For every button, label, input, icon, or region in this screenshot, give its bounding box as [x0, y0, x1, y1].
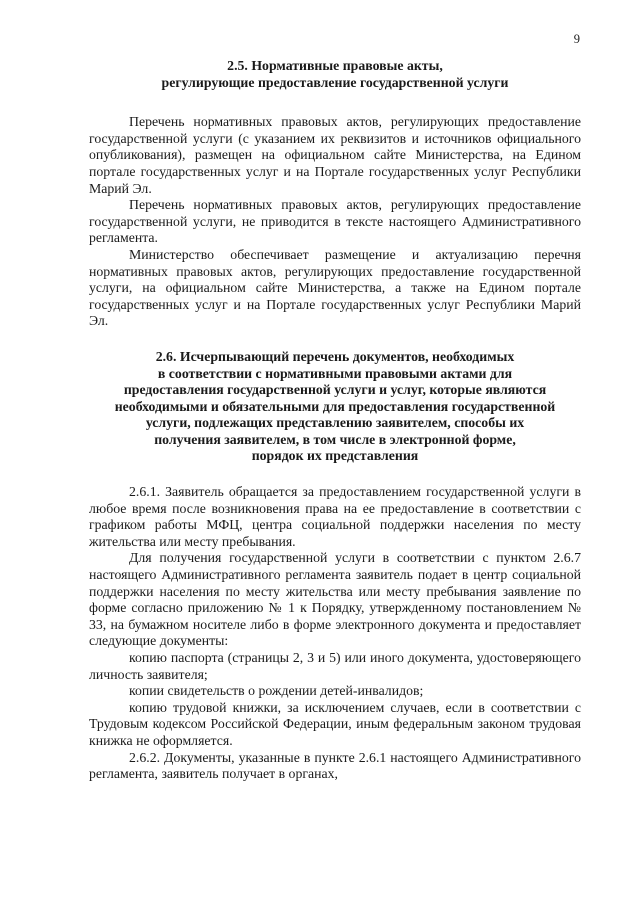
heading-line: 2.5. Нормативные правовые акты, [227, 58, 443, 73]
heading-line: предоставления государственной услуги и услуг, которые являются [123, 382, 547, 398]
paragraph: Перечень нормативных правовых актов, регулирующих предоставление государственной услуги, не приводится в тексте настоящего Административного регламента. [89, 197, 581, 246]
heading-line: получения заявителем, в том числе в электронной форме, [154, 431, 516, 447]
section-2-5-heading [89, 58, 581, 91]
heading-line: услуги, подлежащих представлению заявителем, способы их [145, 415, 525, 431]
heading-line: регулирующие предоставление государственной услуги [161, 74, 509, 90]
heading-line: 2.6. Исчерпывающий перечень документов, необходимых [155, 348, 515, 364]
paragraph: Перечень нормативных правовых актов, регулирующих предоставление государственной услуги (с указанием их реквизитов и источников официального опубликования), размещен на официальном сайте Министерства, на Едином портале государственных услуг и на Портале государственных услуг Республики Марий Эл. [89, 114, 581, 196]
list-item: копию трудовой книжки, за исключением случаев, если в соответствии с Трудовым кодексом Российской Федерации, иным федеральным законом трудовая книжка не оформляется. [89, 699, 581, 748]
document-body [89, 58, 581, 783]
heading-line: порядок их представления [251, 448, 419, 464]
list-item: копии свидетельств о рождении детей-инвалидов; [129, 683, 424, 699]
page-number: 9 [573, 32, 580, 46]
paragraph: Для получения государственной услуги в соответствии с пунктом 2.6.7 настоящего Административного регламента заявитель подает в центр социальной поддержки населения по месту жительства или месту пребывания заявление по форме согласно приложению № 1 к Порядку, утвержденному постановлением № 33, на бумажном носителе либо в форме электронного документа и предоставляет следующие документы: [89, 550, 581, 649]
paragraph: Министерство обеспечивает размещение и актуализацию перечня нормативных правовых актов, регулирующих предоставление государственной услуги, на официальном сайте Министерства, а также на Едином портале государственных услуг и на Портале государственных услуг Республики Марий Эл. [89, 246, 581, 329]
heading-line: необходимыми и обязательными для предоставления государственной [114, 398, 556, 414]
heading-line: в соответствии с нормативными правовыми актами для [157, 365, 513, 381]
list-item: копию паспорта (страницы 2, 3 и 5) или иного документа, удостоверяющего личность заявителя; [89, 650, 581, 682]
section-2-6-heading [89, 349, 581, 465]
paragraph: 2.6.2. Документы, указанные в пункте 2.6.1 настоящего Административного регламента, заявитель получает в органах, [89, 749, 581, 782]
paragraph: 2.6.1. Заявитель обращается за предоставлением государственной услуги в любое время после возникновения права на ее предоставление в соответствии с графиком работы МФЦ, центра социальной поддержки населения по месту жительства или месту пребывания. [89, 484, 581, 549]
